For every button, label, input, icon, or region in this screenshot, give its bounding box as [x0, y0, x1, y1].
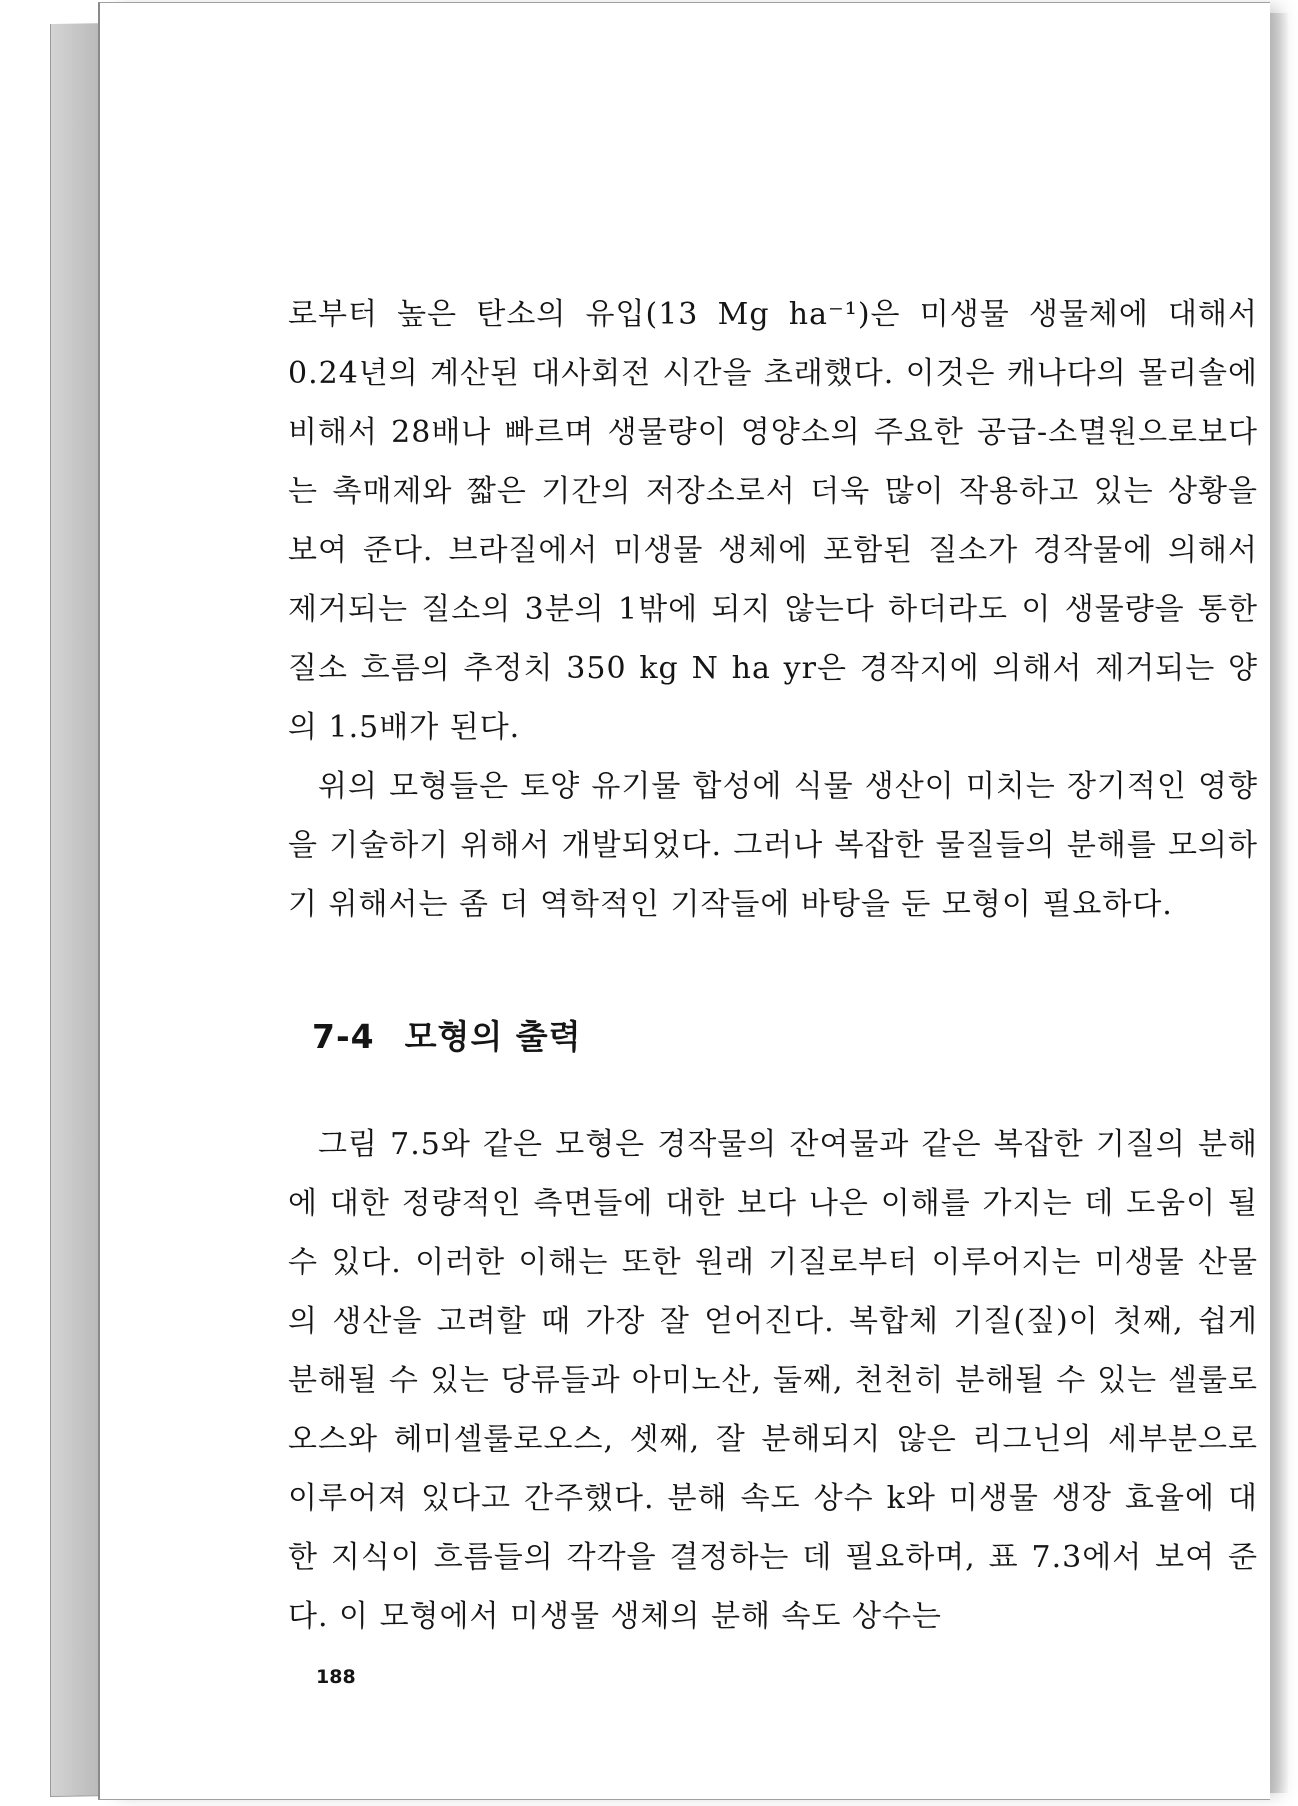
section-heading — [312, 1011, 582, 1058]
book-spine — [50, 23, 103, 1797]
book — [50, 2, 1268, 1798]
section-number: 7-4 — [312, 1017, 375, 1056]
paragraph-3: 그림 7.5와 같은 모형은 경작물의 잔여물과 같은 복잡한 기질의 분해에 대한 정량적인 측면들에 대한 보다 나은 이해를 가지는 데 도움이 될 수 있다. 이러한 이해는 또한 원래 기질로부터 이루어지는 미생물 산물의 생산을 고려할 때 가장 잘 얻어진다. 복합체 기질(짚)이 첫째, 쉽게 분해될 수 있는 당류들과 아미노산, 둘째, 천천히 분해될 수 있는 셀룰로오스와 헤미셀룰로오스, 셋째, 잘 분해되지 않은 리그닌의 세부분으로 이루어져 있다고 간주했다. 분해 속도 상수 k와 미생물 생장 효율에 대한 지식이 흐름들의 각각을 결정하는 데 필요하며, 표 7.3에서 보여 준다. 이 모형에서 미생물 생체의 분해 속도 상수는 — [288, 1127, 1258, 1634]
paragraph-2: 위의 모형들은 토양 유기물 합성에 식물 생산이 미치는 장기적인 영향을 기술하기 위해서 개발되었다. 그러나 복잡한 물질들의 분해를 모의하기 위해서는 좀 더 역학적인 기작들에 바탕을 둔 모형이 필요하다. — [288, 769, 1258, 922]
book-page — [98, 2, 1270, 1800]
text-block-top — [288, 285, 1258, 934]
section-title: 모형의 출력 — [404, 1017, 582, 1056]
page-number: 188 — [316, 1666, 356, 1688]
text-block-bottom — [288, 1115, 1258, 1646]
paragraph-1: 로부터 높은 탄소의 유입(13 Mg ha⁻¹)은 미생물 생물체에 대해서 0.24년의 계산된 대사회전 시간을 초래했다. 이것은 캐나다의 몰리솔에 비해서 28배나 빠르며 생물량이 영양소의 주요한 공급-소멸원으로보다는 촉매제와 짧은 기간의 저장소로서 더욱 많이 작용하고 있는 상황을 보여 준다. 브라질에서 미생물 생체에 포함된 질소가 경작물에 의해서 제거되는 질소의 3분의 1밖에 되지 않는다 하더라도 이 생물량을 통한 질소 흐름의 추정치 350 kg N ha yr은 경작지에 의해서 제거되는 양의 1.5배가 된다. — [288, 297, 1258, 745]
